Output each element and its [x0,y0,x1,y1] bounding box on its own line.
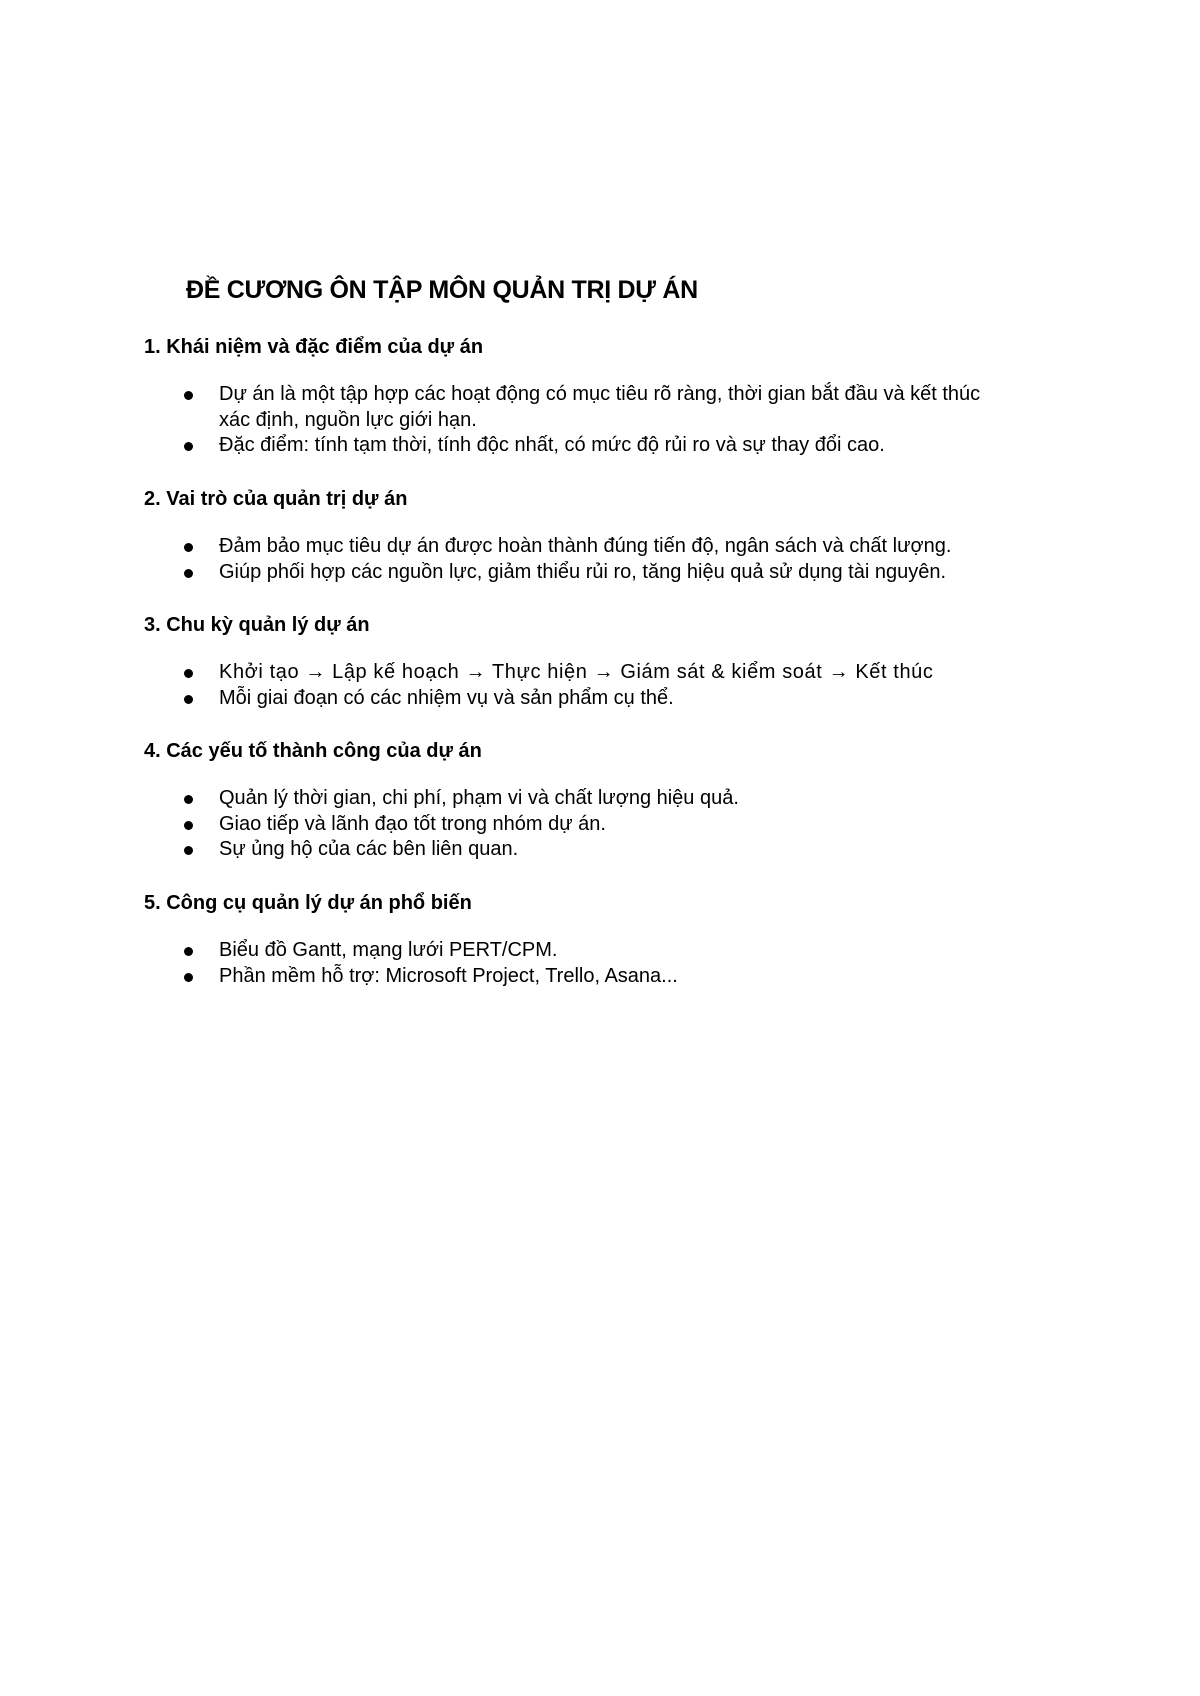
list-item [144,964,994,990]
bullet-icon [184,846,193,855]
bullet-icon [184,669,193,678]
bullet-icon [184,391,193,400]
bullet-icon [184,821,193,830]
list-item-text: Giao tiếp và lãnh đạo tốt trong nhóm dự án. [219,812,606,835]
list-item-text: Đảm bảo mục tiêu dự án được hoàn thành đúng tiến độ, ngân sách và chất lượng. [219,535,952,557]
section-heading: 2. Vai trò của quản trị dự án [144,488,408,510]
section-heading: 1. Khái niệm và đặc điểm của dự án [144,336,484,358]
section-heading: 4. Các yếu tố thành công của dự án [144,740,482,762]
bullet-icon [184,973,193,982]
list-item [144,837,994,863]
list-item [144,786,994,812]
bullet-icon [184,947,193,956]
list-item-text: Khởi tạo → Lập kế hoạch → Thực hiện → Giám sát & kiểm soát → Kết thúc [219,661,934,683]
list-item-text: Đặc điểm: tính tạm thời, tính độc nhất, có mức độ rủi ro và sự thay đổi cao. [219,434,885,456]
list-item [144,660,994,686]
bullet-icon [184,695,193,704]
list-item-text: Giúp phối hợp các nguồn lực, giảm thiểu rủi ro, tăng hiệu quả sử dụng tài nguyên. [219,560,947,583]
list-item-text: Quản lý thời gian, chi phí, phạm vi và chất lượng hiệu quả. [219,787,739,809]
bullet-list [144,786,1044,863]
document-title: ĐỀ CƯƠNG ÔN TẬP MÔN QUẢN TRỊ DỰ ÁN [186,276,698,304]
bullet-list [144,938,1044,989]
list-item [144,433,994,459]
list-item [144,560,994,586]
list-item-text: Dự án là một tập hợp các hoạt động có mục tiêu rõ ràng, thời gian bắt đầu và kết thúc xác định, nguồn lực giới hạn. [219,383,981,431]
list-item [144,812,994,838]
bullet-list [144,382,1044,459]
list-item-text: Phần mềm hỗ trợ: Microsoft Project, Trello, Asana... [219,964,678,987]
list-item-text: Mỗi giai đoạn có các nhiệm vụ và sản phẩm cụ thể. [219,686,674,709]
bullet-icon [184,569,193,578]
bullet-icon [184,442,193,451]
list-item [144,534,994,560]
list-item [144,686,994,712]
section-4 [144,738,1044,863]
list-item [144,938,994,964]
section-3 [144,612,1044,711]
bullet-list [144,660,1044,711]
section-2 [144,486,1044,585]
section-heading: 3. Chu kỳ quản lý dự án [144,614,370,636]
list-item-text: Biểu đồ Gantt, mạng lưới PERT/CPM. [219,939,558,961]
bullet-icon [184,543,193,552]
section-1 [144,334,1044,459]
bullet-icon [184,795,193,804]
list-item-text: Sự ủng hộ của các bên liên quan. [219,838,519,860]
list-item [144,382,994,433]
section-heading: 5. Công cụ quản lý dự án phổ biến [144,892,472,914]
section-5 [144,890,1044,989]
bullet-list [144,534,1044,585]
